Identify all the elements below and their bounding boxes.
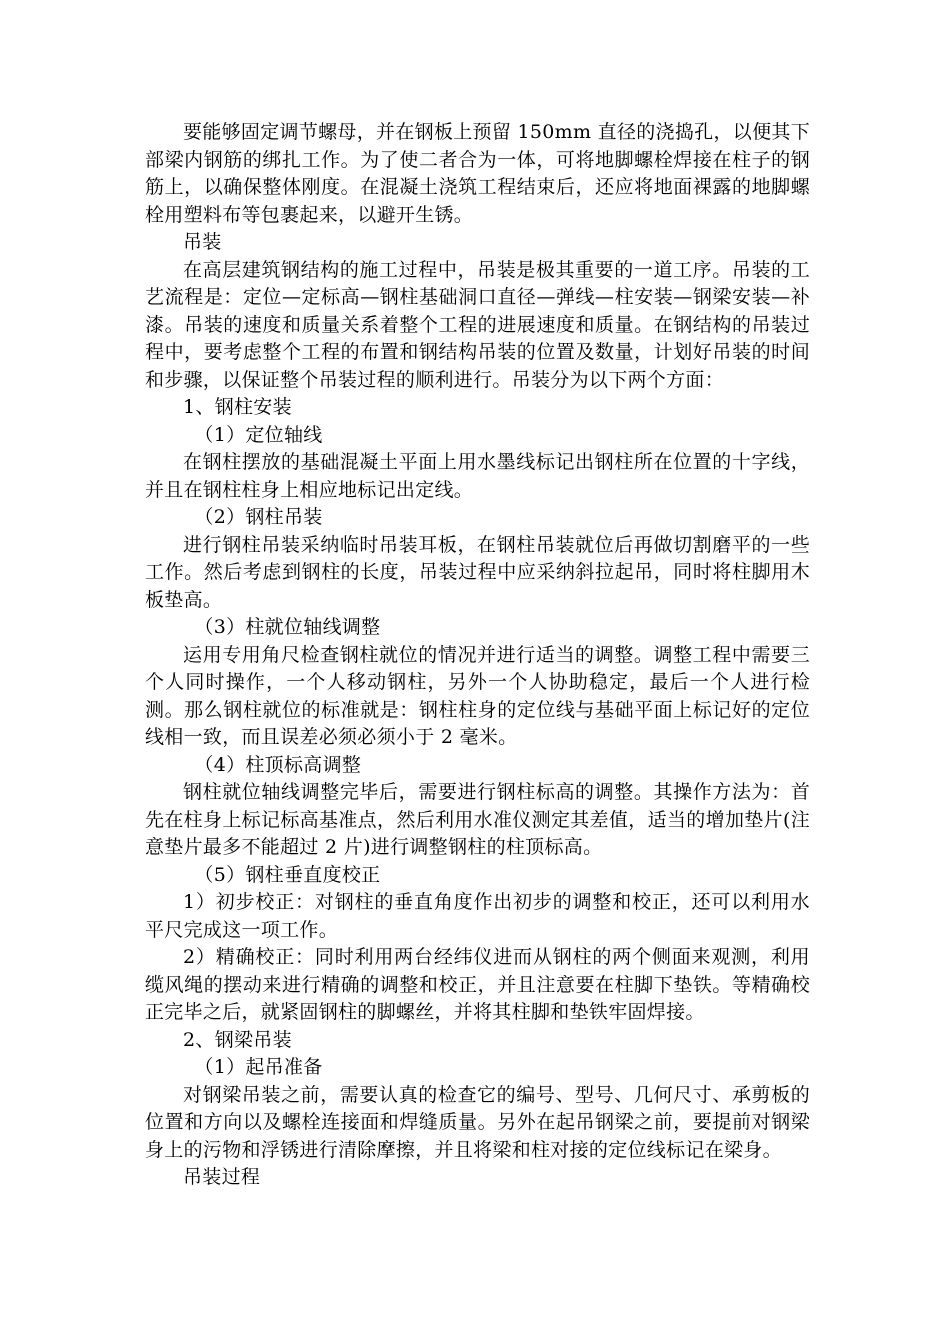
paragraph-hoisting-overview: 在高层建筑钢结构的施工过程中，吊装是极其重要的一道工序。吊装的工艺流程是：定位—定标高—钢柱基础洞口直径—弹线—柱安装—钢梁安装—补漆。吊装的速度和质量关系着整个工程的进展速度和质量。在钢结构的吊装过程中，要考虑整个工程的布置和钢结构吊装的位置及数量，计划好吊装的时间和步骤，以保证整个吊装过程的顺利进行。吊装分为以下两个方面： bbox=[145, 258, 810, 391]
heading-axis-adjustment: （3）柱就位轴线调整 bbox=[194, 616, 381, 638]
paragraph-anchor-bolt-fixing: 要能够固定调节螺母，并在钢板上预留 150mm 直径的浇捣孔，以便其下部梁内钢筋的绑扎工作。为了使二者合为一体，可将地脚螺栓焊接在柱子的钢筋上，以确保整体刚度。在混凝土浇筑工程结束后，还应将地面裸露的地脚螺栓用塑料布等包裹起来，以避开生锈。 bbox=[145, 121, 810, 226]
paragraph-elevation-adjustment: 钢柱就位轴线调整完毕后，需要进行钢柱标高的调整。其操作方法为：首先在柱身上标记标高基准点，然后利用水准仪测定其差值，适当的增加垫片(注意垫片最多不能超过 2 片)进行调整钢柱的柱顶标高。 bbox=[145, 781, 810, 858]
paragraph-positioning-axis: 在钢柱摆放的基础混凝土平面上用水墨线标记出钢柱所在位置的十字线，并且在钢柱柱身上相应地标记出定线。 bbox=[145, 451, 810, 501]
heading-hoisting: 吊装 bbox=[183, 231, 222, 253]
heading-hoisting-process: 吊装过程 bbox=[183, 1166, 261, 1188]
heading-lifting-preparation: （1）起吊准备 bbox=[194, 1056, 323, 1078]
paragraph-axis-adjustment: 运用专用角尺检查钢柱就位的情况并进行适当的调整。调整工程中需要三个人同时操作，一个人移动钢柱，另外一个人协助稳定，最后一个人进行检测。那么钢柱就位的标准就是：钢柱柱身的定位线与基础平面上标记好的定位线相一致，而且误差必须必须小于 2 毫米。 bbox=[145, 643, 810, 748]
heading-column-hoisting: （2）钢柱吊装 bbox=[194, 506, 323, 528]
paragraph-column-hoisting: 进行钢柱吊装采纳临时吊装耳板，在钢柱吊装就位后再做切割磨平的一些工作。然后考虑到钢柱的长度，吊装过程中应采纳斜拉起吊，同时将柱脚用木板垫高。 bbox=[145, 533, 810, 611]
heading-verticality-correction: （5）钢柱垂直度校正 bbox=[194, 863, 381, 886]
paragraph-initial-correction: 1）初步校正：对钢柱的垂直角度作出初步的调整和校正，还可以利用水平尺完成这一项工作。 bbox=[145, 891, 810, 941]
document-body bbox=[145, 119, 810, 1192]
paragraph-lifting-preparation: 对钢梁吊装之前，需要认真的检查它的编号、型号、几何尺寸、承剪板的位置和方向以及螺栓连接面和焊缝质量。另外在起吊钢梁之前，要提前对钢梁身上的污物和浮锈进行清除摩擦，并且将梁和柱对接的定位线标记在梁身。 bbox=[145, 1083, 810, 1161]
heading-steel-column-installation: 1、钢柱安装 bbox=[183, 396, 292, 418]
heading-positioning-axis: （1）定位轴线 bbox=[194, 423, 323, 446]
heading-steel-beam-hoisting: 2、钢梁吊装 bbox=[183, 1028, 292, 1051]
heading-elevation-adjustment: （4）柱顶标高调整 bbox=[194, 753, 362, 776]
paragraph-precise-correction: 2）精确校正：同时利用两台经纬仪进而从钢柱的两个侧面来观测，利用缆风绳的摆动来进行精确的调整和校正，并且注意要在柱脚下垫铁。等精确校正完毕之后，就紧固钢柱的脚螺丝，并将其柱脚和垫铁牢固焊接。 bbox=[145, 946, 810, 1023]
